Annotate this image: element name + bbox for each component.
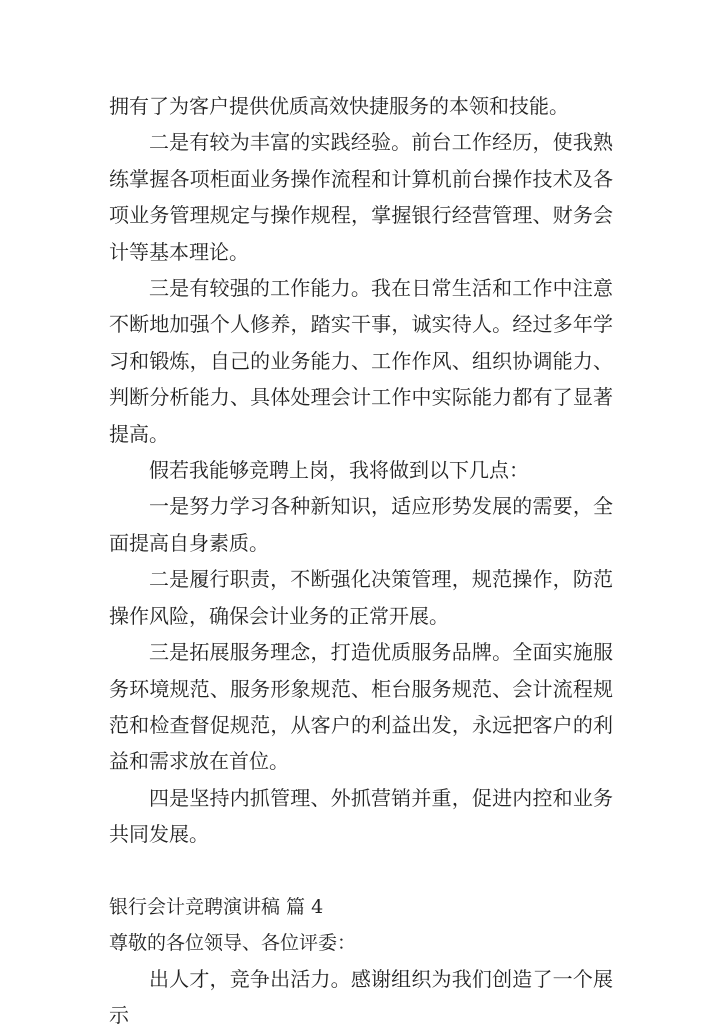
paragraph-opening: 出人才，竞争出活力。感谢组织为我们创造了一个展示: [109, 966, 613, 1027]
paragraph-continuation: 拥有了为客户提供优质高效快捷服务的本领和技能。: [109, 94, 569, 118]
section-title: 银行会计竞聘演讲稿 篇 4: [109, 895, 324, 918]
section-header: [109, 889, 613, 961]
paragraph-ability: 三是有较强的工作能力。我在日常生活和工作中注意不断地加强个人修养，踏实干事，诚实待人。经过多年学习和锻炼，自己的业务能力、工作作风、组织协调能力、判断分析能力、具体处理会计工作中实际能力都有了显著提高。: [109, 276, 613, 446]
paragraph-plan-intro: 假若我能够竞聘上岗，我将做到以下几点：: [149, 458, 529, 483]
document-body: [109, 88, 613, 1033]
paragraph-experience: 二是有较为丰富的实践经验。前台工作经历，使我熟练掌握各项柜面业务操作流程和计算机前台操作技术及各项业务管理规定与操作规程，掌握银行经营管理、财务会计等基本理论。: [109, 130, 613, 264]
salutation: 尊敬的各位领导、各位评委：: [109, 931, 357, 954]
paragraph-plan-1: 一是努力学习各种新知识，适应形势发展的需要，全面提高自身素质。: [109, 494, 613, 555]
paragraph-plan-3: 三是拓展服务理念，打造优质服务品牌。全面实施服务环境规范、服务形象规范、柜台服务规范、会计流程规范和检查督促规范，从客户的利益出发，永远把客户的利益和需求放在首位。: [109, 640, 613, 774]
paragraph-plan-4: 四是坚持内抓管理、外抓营销并重，促进内控和业务共同发展。: [109, 785, 613, 847]
paragraph-plan-2: 二是履行职责，不断强化决策管理，规范操作，防范操作风险，确保会计业务的正常开展。: [109, 567, 613, 628]
